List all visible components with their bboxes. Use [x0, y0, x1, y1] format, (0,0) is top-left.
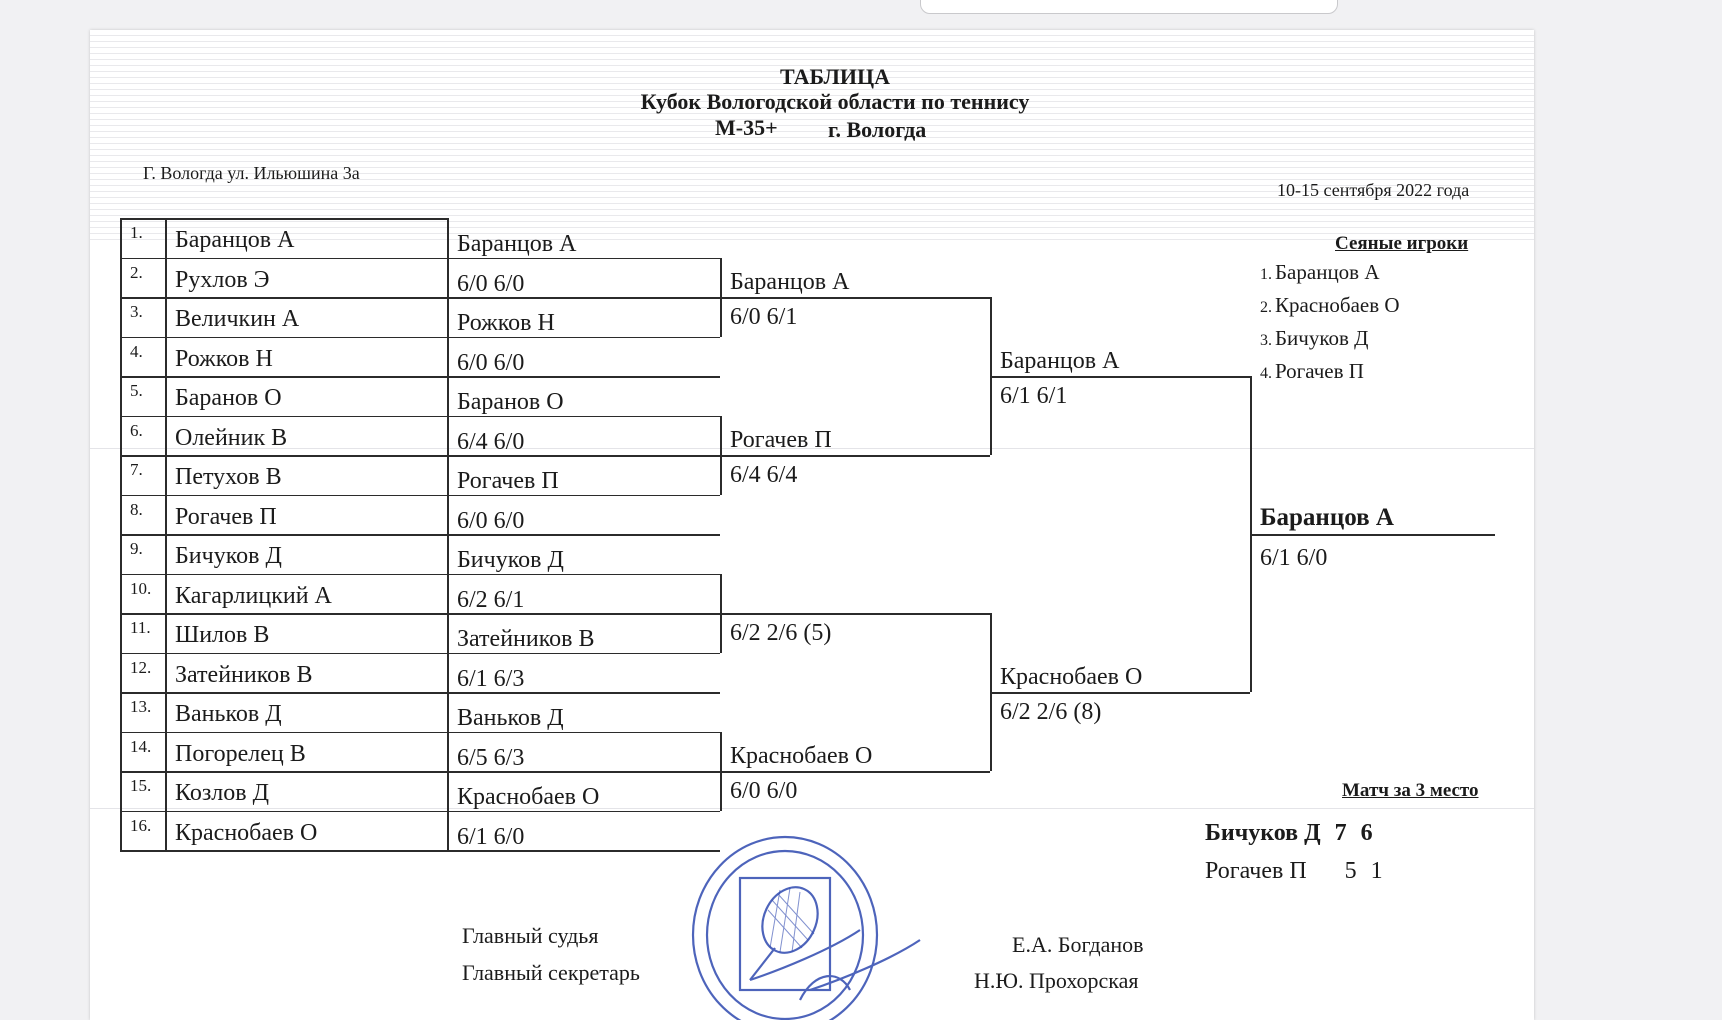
seed-item: [1260, 326, 1369, 351]
round2-winner: Ваньков Д: [457, 705, 564, 731]
round2-score: 6/5 6/3: [457, 744, 525, 771]
draw-player-name: Кагарлицкий А: [175, 582, 332, 609]
seed-player-name: Баранцов А: [1275, 260, 1380, 284]
draw-row-line: [120, 455, 447, 457]
seed-player-name: Краснобаев О: [1275, 293, 1400, 317]
draw-player-name: Рожков Н: [175, 345, 273, 372]
draw-table-top-border: [120, 218, 447, 220]
draw-player-name: Величкин А: [175, 306, 300, 332]
draw-player-name: Погорелец В: [175, 740, 306, 767]
draw-number: 8.: [130, 499, 143, 519]
draw-row-line: [120, 574, 447, 576]
seed-item: [1260, 260, 1380, 285]
final-score: 6/1 6/0: [1260, 545, 1328, 571]
round4-line: [990, 692, 1250, 694]
draw-row-line: [120, 732, 447, 734]
draw-number: 5.: [130, 381, 143, 400]
final-line: [1250, 534, 1495, 536]
draw-player-name: Рухлов Э: [175, 266, 270, 293]
doc-city: г. Вологда: [828, 117, 927, 142]
draw-player-name: Шилов В: [175, 622, 270, 648]
round2-winner: Краснобаев О: [457, 784, 600, 810]
draw-number: 2.: [130, 262, 143, 282]
draw-number: 13.: [130, 697, 152, 716]
round2-line: [447, 495, 720, 497]
draw-row-line: [120, 692, 447, 694]
round2-winner: Баранов О: [457, 389, 564, 415]
round2-score: 6/4 6/0: [457, 428, 525, 455]
draw-row-line: [120, 653, 447, 655]
round2-line: [447, 653, 720, 655]
round2-line: [447, 771, 720, 773]
seed-player-name: Бичуков Д: [1275, 326, 1369, 350]
round2-line: [447, 613, 720, 615]
third-place-set1: 5: [1344, 858, 1357, 884]
round3-line: [720, 297, 990, 299]
draw-row-line: [120, 495, 447, 497]
third-place-row: [1205, 858, 1383, 885]
round4-winner: Краснобаев О: [1000, 664, 1143, 690]
draw-row-line: [120, 258, 447, 260]
draw-row-line: [120, 613, 447, 615]
draw-row-line: [120, 771, 447, 773]
draw-player-name: Рогачев П: [175, 503, 277, 530]
scan-artifact-lines: [90, 30, 1534, 240]
draw-number: 14.: [130, 736, 152, 756]
draw-player-name: Ваньков Д: [175, 701, 282, 727]
draw-number: 3.: [130, 302, 143, 321]
seeds-title: Сеяные игроки: [1335, 233, 1469, 254]
round2-winner: Баранцов А: [457, 231, 577, 257]
draw-player-name: Олейник В: [175, 424, 288, 451]
draw-player-name: Затейников В: [175, 661, 313, 688]
draw-player-name: Баранцов А: [175, 227, 295, 253]
seed-player-name: Рогачев П: [1275, 359, 1364, 383]
round2-line: [447, 811, 720, 813]
round2-line: [447, 455, 720, 457]
third-place-player: Бичуков Д: [1205, 820, 1321, 846]
draw-number: 10.: [130, 578, 152, 598]
round3-winner: Рогачев П: [730, 427, 832, 453]
round2-line: [447, 416, 720, 418]
draw-player-name: Краснобаев О: [175, 819, 318, 846]
round4-score: 6/2 2/6 (8): [1000, 699, 1102, 725]
round2-line: [447, 850, 720, 852]
seed-number: 4.: [1260, 365, 1272, 382]
draw-player-name: Баранов О: [175, 385, 282, 411]
round3-score: 6/0 6/0: [730, 778, 798, 804]
third-place-set1: 7: [1334, 820, 1347, 846]
draw-row-line: [120, 850, 447, 852]
round2-line: [447, 692, 720, 694]
round2-line: [447, 732, 720, 734]
round2-line: [447, 534, 720, 536]
draw-number: 11.: [130, 618, 151, 637]
doc-category: М-35+: [715, 115, 778, 140]
round2-score: 6/0 6/0: [457, 349, 525, 376]
third-place-row: [1205, 820, 1373, 847]
browser-address-bar-edge: [920, 0, 1338, 14]
draw-number: 4.: [130, 341, 143, 361]
draw-number: 6.: [130, 420, 143, 440]
round3-winner: Баранцов А: [730, 269, 850, 295]
draw-number: 15.: [130, 776, 152, 795]
draw-row-line: [120, 416, 447, 418]
third-place-set2: 1: [1370, 858, 1383, 884]
draw-player-name: Петухов В: [175, 464, 282, 490]
draw-row-line: [120, 811, 447, 813]
round2-winner: Рогачев П: [457, 468, 559, 494]
doc-subtitle: Кубок Вологодской области по теннису: [640, 89, 1030, 114]
seed-item: [1260, 359, 1364, 384]
round2-line: [447, 574, 720, 576]
document-sheet: [90, 30, 1534, 1020]
chief-judge-role: Главный судья: [462, 923, 599, 948]
round3-score: 6/2 2/6 (5): [730, 620, 832, 646]
seed-number: 1.: [1260, 266, 1272, 283]
round2-line: [447, 258, 720, 260]
round2-score: 6/2 6/1: [457, 586, 525, 613]
seed-number: 3.: [1260, 332, 1272, 349]
draw-row-line: [120, 337, 447, 339]
round2-score: 6/1 6/0: [457, 823, 525, 850]
draw-row-line: [120, 534, 447, 536]
draw-number: 1.: [130, 223, 143, 242]
round4-winner: Баранцов А: [1000, 348, 1120, 374]
draw-row-line: [120, 376, 447, 378]
draw-number: 16.: [130, 815, 152, 835]
round2-line: [447, 337, 720, 339]
round3-line: [720, 455, 990, 457]
champion-name: Баранцов А: [1260, 504, 1394, 531]
draw-number: 7.: [130, 460, 143, 479]
round2-winner: Бичуков Д: [457, 547, 564, 573]
round3-score: 6/0 6/1: [730, 304, 798, 330]
round2-score: 6/0 6/0: [457, 270, 525, 297]
round2-winner: Рожков Н: [457, 310, 555, 336]
draw-number: 12.: [130, 657, 152, 677]
federation-stamp-icon: [690, 830, 930, 1020]
event-dates: 10-15 сентября 2022 года: [1277, 180, 1470, 200]
chief-secretary-role: Главный секретарь: [462, 960, 640, 985]
round2-line: [447, 376, 720, 378]
third-place-player: Рогачев П: [1205, 858, 1307, 884]
round2-score: 6/0 6/0: [457, 507, 525, 534]
draw-player-name: Бичуков Д: [175, 543, 282, 569]
doc-title: ТАБЛИЦА: [780, 64, 890, 89]
chief-secretary-name: Н.Ю. Прохорская: [974, 968, 1139, 993]
round3-winner: Краснобаев О: [730, 743, 873, 769]
third-place-set2: 6: [1360, 820, 1373, 846]
round4-line: [990, 376, 1250, 378]
round2-winner: Затейников В: [457, 626, 595, 652]
draw-number: 9.: [130, 539, 143, 558]
scan-artifact-line: [90, 808, 1534, 809]
round2-line: [447, 297, 720, 299]
draw-player-name: Козлов Д: [175, 780, 269, 806]
venue-address: Г. Вологда ул. Ильюшина 3а: [143, 163, 360, 183]
third-place-title: Матч за 3 место: [1342, 780, 1479, 801]
round2-score: 6/1 6/3: [457, 665, 525, 692]
round4-score: 6/1 6/1: [1000, 383, 1068, 409]
round3-score: 6/4 6/4: [730, 462, 798, 488]
draw-row-line: [120, 297, 447, 299]
chief-judge-name: Е.А. Богданов: [1012, 932, 1144, 957]
round3-line: [720, 613, 990, 615]
seed-number: 2.: [1260, 299, 1272, 316]
seed-item: [1260, 293, 1400, 318]
round3-line: [720, 771, 990, 773]
